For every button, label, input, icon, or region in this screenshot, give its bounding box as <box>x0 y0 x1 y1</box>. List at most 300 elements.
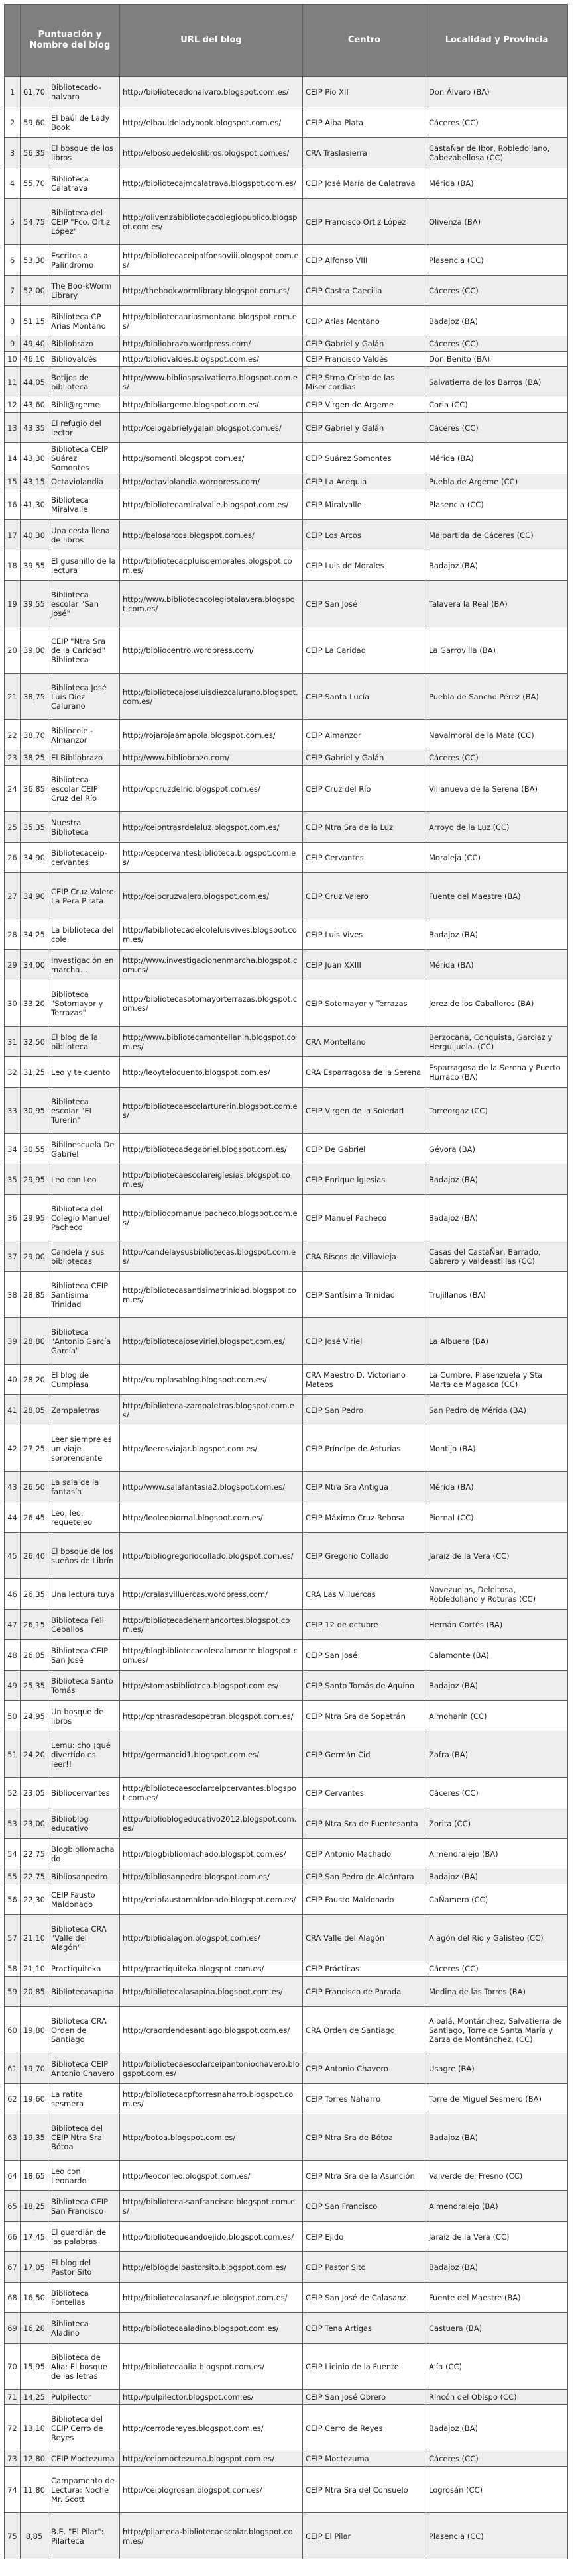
score-cell: 38,75 <box>21 674 48 720</box>
blog-url-link[interactable]: http://elbauldeladybook.blogspot.com.es/ <box>123 117 282 127</box>
blog-url-link[interactable]: http://www.salafantasia2.blogspot.com.es/ <box>123 1482 285 1492</box>
blog-url-link[interactable]: http://ceiplogrosan.blogspot.com.es/ <box>123 2485 262 2495</box>
blog-url-cell <box>120 1318 303 1365</box>
score-cell: 26,35 <box>21 1579 48 1610</box>
blog-url-link[interactable]: http://blogbibliotecacolecalamonte.blogspot.com.es/ <box>123 1645 298 1665</box>
blog-url-link[interactable]: http://bibliotecalasapina.blogspot.com.es/ <box>123 1986 283 1996</box>
blog-url-cell <box>120 1164 303 1195</box>
blog-url-link[interactable]: http://www.bibliospsalvatierra.blogspot.com.es/ <box>123 372 298 391</box>
blog-url-link[interactable]: http://bibliotecaalia.blogspot.com.es/ <box>123 2361 265 2371</box>
blog-name-cell: Biblioteca José Luis Díez Calurano <box>48 674 120 720</box>
score-cell: 27,25 <box>21 1425 48 1472</box>
blog-url-cell <box>120 2313 303 2344</box>
score-cell: 41,30 <box>21 489 48 520</box>
location-cell: Calamonte (BA) <box>426 1640 568 1671</box>
blog-name-cell: Biblioescuela De Gabriel <box>48 1134 120 1164</box>
blog-name-cell: Bibliotecaceip-cervantes <box>48 843 120 873</box>
location-cell: Casas del CastaÑar, Barrado, Cabrero y Valdeastillas (CC) <box>426 1241 568 1272</box>
rank-cell: 17 <box>5 520 21 550</box>
rank-cell: 27 <box>5 873 21 919</box>
rank-cell: 51 <box>5 1731 21 1778</box>
rank-cell: 68 <box>5 2283 21 2313</box>
blog-url-link[interactable]: http://botoa.blogspot.com.es/ <box>123 2132 236 2142</box>
blog-url-link[interactable]: http://cpntrasradesopetran.blogspot.com.es/ <box>123 1711 294 1721</box>
rank-cell: 69 <box>5 2313 21 2344</box>
center-cell: CEIP Ntra Sra de la Asunción <box>303 2161 426 2191</box>
location-cell: Badajoz (BA) <box>426 1671 568 1701</box>
blog-url-cell <box>120 1977 303 2007</box>
score-cell: 23,05 <box>21 1778 48 1808</box>
blog-name-cell: Biblioblog educativo <box>48 1808 120 1839</box>
center-cell: CEIP Arias Montano <box>303 306 426 336</box>
center-cell: CEIP Ntra Sra Antigua <box>303 1472 426 1502</box>
blog-url-link[interactable]: http://bibliotecajmcalatrava.blogspot.com.es/ <box>123 178 296 188</box>
table-row <box>5 812 568 843</box>
location-cell: Coria (CC) <box>426 397 568 413</box>
location-cell: Mérida (BA) <box>426 950 568 980</box>
score-cell: 14,25 <box>21 2390 48 2405</box>
table-row <box>5 2053 568 2084</box>
location-cell: Alía (CC) <box>426 2344 568 2390</box>
blog-url-link[interactable]: http://bibliargeme.blogspot.com.es/ <box>123 400 259 409</box>
blog-url-link[interactable]: http://ceipfaustomaldonado.blogspot.com.es/ <box>123 1894 296 1904</box>
blog-url-link[interactable]: http://www.bibliotecacolegiotalavera.blogspot.com.es/ <box>123 594 295 613</box>
score-cell: 13,10 <box>21 2405 48 2451</box>
blog-url-link[interactable]: http://bibliotecaescolarturerin.blogspot.com.es/ <box>123 1101 298 1120</box>
center-cell: CEIP Suárez Somontes <box>303 443 426 474</box>
location-cell: La Garrovilla (BA) <box>426 627 568 674</box>
location-cell: La Albuera (BA) <box>426 1318 568 1365</box>
table-row <box>5 627 568 674</box>
blog-url-cell <box>120 336 303 352</box>
blog-url-cell <box>120 2191 303 2222</box>
header-location: Localidad y Provincia <box>426 5 568 77</box>
blog-url-cell <box>120 1640 303 1671</box>
blog-url-link[interactable]: http://pilarteca-bibliotecaescolar.blogspot.com.es/ <box>123 2526 293 2546</box>
blog-url-link[interactable]: http://cralasvilluercas.wordpress.com/ <box>123 1589 268 1599</box>
blog-name-cell: El bosque de los libros <box>48 138 120 168</box>
center-cell: CRA Esparragosa de la Serena <box>303 1057 426 1088</box>
center-cell: CEIP José Viriel <box>303 1318 426 1365</box>
blog-url-cell <box>120 1839 303 1869</box>
location-cell: Berzocana, Conquista, Garciaz y Herguijuela. (CC) <box>426 1027 568 1057</box>
score-cell: 22,75 <box>21 1839 48 1869</box>
blog-url-cell <box>120 720 303 750</box>
blog-url-link[interactable]: http://craordendesantiago.blogspot.com.es/ <box>123 2025 290 2035</box>
score-cell: 43,30 <box>21 443 48 474</box>
table-row <box>5 980 568 1027</box>
location-cell: Olivenza (BA) <box>426 199 568 245</box>
center-cell: CEIP Príncipe de Asturias <box>303 1425 426 1472</box>
rank-cell: 74 <box>5 2467 21 2513</box>
blog-name-cell: CEIP Moctezuma <box>48 2451 120 2467</box>
score-cell: 56,35 <box>21 138 48 168</box>
blog-url-link[interactable]: http://stomasbiblioteca.blogspot.com.es/ <box>123 1680 279 1690</box>
blog-url-link[interactable]: http://pulpilector.blogspot.com.es/ <box>123 2393 254 2402</box>
blog-url-cell <box>120 812 303 843</box>
blog-name-cell: Investigación en marcha… <box>48 950 120 980</box>
blog-url-link[interactable]: http://bibliotecadegabriel.blogspot.com.es/ <box>123 1144 287 1154</box>
blog-name-cell: Botijos de biblioteca <box>48 367 120 397</box>
score-cell: 53,30 <box>21 245 48 276</box>
blog-url-cell <box>120 1088 303 1134</box>
blog-name-cell: La ratita sesmera <box>48 2084 120 2114</box>
location-cell: Trujillanos (BA) <box>426 1272 568 1318</box>
blog-url-link[interactable]: http://bibliogregoriocollado.blogspot.com.es/ <box>123 1551 294 1561</box>
table-row <box>5 1533 568 1579</box>
blog-url-cell <box>120 1365 303 1395</box>
blog-url-link[interactable]: http://bibliotecaescolarceipcervantes.blogspot.com.es/ <box>123 1783 297 1802</box>
table-row <box>5 1057 568 1088</box>
blog-url-link[interactable]: http://elbosquedeloslibros.blogspot.com.es/ <box>123 148 290 158</box>
center-cell: CEIP Luis Vives <box>303 919 426 950</box>
center-cell: CRA Las Villuercas <box>303 1579 426 1610</box>
blog-url-link[interactable]: http://somonti.blogspot.com.es/ <box>123 454 245 463</box>
blog-url-cell <box>120 199 303 245</box>
blog-url-link[interactable]: http://bibliotecasotomayorterrazas.blogspot.com.es/ <box>123 994 298 1013</box>
table-row <box>5 168 568 199</box>
blog-name-cell: Bibliovaldés <box>48 352 120 367</box>
rank-cell: 31 <box>5 1027 21 1057</box>
blog-url-link[interactable]: http://bibliotecacpluisdemorales.blogspot.com.es/ <box>123 556 292 575</box>
blog-url-link[interactable]: http://bibliotecasantisimatrinidad.blogspot.com.es/ <box>123 1285 296 1304</box>
location-cell: Plasencia (CC) <box>426 245 568 276</box>
blog-url-cell <box>120 766 303 812</box>
blog-url-link[interactable]: http://www.bibliobrazo.com/ <box>123 753 230 762</box>
blog-url-link[interactable]: http://ceipmoctezuma.blogspot.com.es/ <box>123 2454 274 2463</box>
table-row <box>5 1027 568 1057</box>
center-cell: CEIP Germán Cid <box>303 1731 426 1778</box>
center-cell: CEIP Virgen de la Soledad <box>303 1088 426 1134</box>
blog-url-link[interactable]: http://biblioteca-zampaletras.blogspot.com.es/ <box>123 1400 295 1419</box>
score-cell: 29,95 <box>21 1164 48 1195</box>
score-cell: 28,85 <box>21 1272 48 1318</box>
table-row <box>5 1701 568 1731</box>
location-cell: Torreorgaz (CC) <box>426 1088 568 1134</box>
blog-url-cell <box>120 276 303 306</box>
blog-url-link[interactable]: http://bibliocentro.wordpress.com/ <box>123 645 254 655</box>
blog-url-cell <box>120 2084 303 2114</box>
blog-name-cell: Biblioteca Calatrava <box>48 168 120 199</box>
header-center: Centro <box>303 5 426 77</box>
blog-url-link[interactable]: http://bibliotecajoseluisdiezcalurano.blogspot.com.es/ <box>123 687 298 706</box>
center-cell: CEIP San José Obrero <box>303 2390 426 2405</box>
blog-url-link[interactable]: http://biblioblogeducativo2012.blogspot.com.es/ <box>123 1814 297 1833</box>
score-cell: 40,30 <box>21 520 48 550</box>
blog-url-cell <box>120 1671 303 1701</box>
score-cell: 21,10 <box>21 1961 48 1977</box>
location-cell: Cáceres (CC) <box>426 336 568 352</box>
rank-cell: 54 <box>5 1839 21 1869</box>
blog-url-link[interactable]: http://bibliotecacpftorresnaharro.blogspot.com.es/ <box>123 2089 294 2108</box>
blog-url-link[interactable]: http://www.investigacionenmarcha.blogspot.com.es/ <box>123 955 298 974</box>
center-cell: CEIP Virgen de Argeme <box>303 397 426 413</box>
blog-url-link[interactable]: http://ceipntrasrdelaluz.blogspot.com.es/ <box>123 822 280 832</box>
header-rank <box>5 5 21 77</box>
center-cell: CEIP Gabriel y Galán <box>303 336 426 352</box>
center-cell: CEIP Stmo Cristo de las Misericordias <box>303 367 426 397</box>
center-cell: CEIP Fausto Maldonado <box>303 1884 426 1915</box>
blog-url-cell <box>120 1502 303 1533</box>
table-row <box>5 2222 568 2252</box>
location-cell: Salvatierra de los Barros (BA) <box>426 367 568 397</box>
blog-url-cell <box>120 2467 303 2513</box>
rank-cell: 11 <box>5 367 21 397</box>
rank-cell: 52 <box>5 1778 21 1808</box>
blog-url-link[interactable]: http://bibliotequeandoejido.blogspot.com.es/ <box>123 2232 294 2241</box>
center-cell: CEIP Los Arcos <box>303 520 426 550</box>
blog-url-cell <box>120 1533 303 1579</box>
score-cell: 36,85 <box>21 766 48 812</box>
blog-url-link[interactable]: http://bibliotecadonalvaro.blogspot.com.es/ <box>123 87 289 97</box>
table-row <box>5 336 568 352</box>
rank-cell: 61 <box>5 2053 21 2084</box>
table-row <box>5 1472 568 1502</box>
blog-url-link[interactable]: http://bibliobrazo.wordpress.com/ <box>123 339 251 348</box>
center-cell: CEIP Cruz del Río <box>303 766 426 812</box>
table-row <box>5 367 568 397</box>
table-row <box>5 1640 568 1671</box>
blog-url-link[interactable]: http://bibliotecamiralvalle.blogspot.com.es/ <box>123 499 289 509</box>
blog-url-cell <box>120 581 303 627</box>
center-cell: CEIP Cervantes <box>303 843 426 873</box>
rank-cell: 18 <box>5 550 21 581</box>
blog-url-link[interactable]: http://ceipcruzvalero.blogspot.com.es/ <box>123 891 270 901</box>
center-cell: CEIP Cerro de Reyes <box>303 2405 426 2451</box>
blog-url-link[interactable]: http://biblioteca-sanfrancisco.blogspot.com.es/ <box>123 2196 295 2216</box>
table-row <box>5 306 568 336</box>
blog-url-link[interactable]: http://bibliotecajoseviriel.blogspot.com.es/ <box>123 1336 286 1346</box>
blog-url-link[interactable]: http://cepcervantesbiblioteca.blogspot.com.es/ <box>123 848 296 867</box>
blog-url-link[interactable]: http://labibliotecadelcoleluisvives.blogspot.com.es/ <box>123 925 297 944</box>
center-cell: CEIP Ntra Sra de Bótoa <box>303 2114 426 2161</box>
blog-url-link[interactable]: http://cpcruzdelrio.blogspot.com.es/ <box>123 784 260 794</box>
blog-name-cell: Blogbibliomachado <box>48 1839 120 1869</box>
blog-url-link[interactable]: http://leeresviajar.blogspot.com.es/ <box>123 1443 258 1453</box>
blog-url-cell <box>120 2283 303 2313</box>
blog-name-cell: Biblioteca CEIP Antonio Chavero <box>48 2053 120 2084</box>
rank-cell: 32 <box>5 1057 21 1088</box>
table-row <box>5 1671 568 1701</box>
center-cell: CEIP Gabriel y Galán <box>303 413 426 443</box>
blog-url-cell <box>120 750 303 766</box>
blog-name-cell: Biblioteca CEIP Santísima Trinidad <box>48 1272 120 1318</box>
table-row <box>5 2007 568 2053</box>
blog-url-link[interactable]: http://leoytelocuento.blogspot.com.es/ <box>123 1067 270 1077</box>
score-cell: 18,65 <box>21 2161 48 2191</box>
blog-name-cell: Biblioteca CRA "Valle del Alagón" <box>48 1915 120 1961</box>
blog-name-cell: Biblioteca Santo Tomás <box>48 1671 120 1701</box>
blog-url-cell <box>120 2405 303 2451</box>
blog-url-link[interactable]: http://cerrodereyes.blogspot.com.es/ <box>123 2423 264 2433</box>
score-cell: 34,25 <box>21 919 48 950</box>
blog-url-link[interactable]: http://bibliotecaceipalfonsoviii.blogspot.com.es/ <box>123 250 299 270</box>
score-cell: 15,95 <box>21 2344 48 2390</box>
score-cell: 22,30 <box>21 1884 48 1915</box>
table-row <box>5 750 568 766</box>
blog-url-link[interactable]: http://bibliovaldes.blogspot.com.es/ <box>123 354 260 364</box>
blog-url-cell <box>120 950 303 980</box>
blog-url-cell <box>120 2222 303 2252</box>
table-row <box>5 352 568 367</box>
blog-url-cell <box>120 1241 303 1272</box>
blog-name-cell: Bibliocole - Almanzor <box>48 720 120 750</box>
location-cell: Puebla de Argeme (CC) <box>426 474 568 489</box>
center-cell: CEIP José María de Calatrava <box>303 168 426 199</box>
blog-url-link[interactable]: http://belosarcos.blogspot.com.es/ <box>123 530 255 540</box>
blog-url-link[interactable]: http://bibliotecadehernancortes.blogspot.com.es/ <box>123 1615 290 1634</box>
location-cell: Navalmoral de la Mata (CC) <box>426 720 568 750</box>
blog-url-link[interactable]: http://practiquiteka.blogspot.com.es/ <box>123 1964 264 1973</box>
blog-name-cell: Biblioteca escolar "El Turerín" <box>48 1088 120 1134</box>
table-row <box>5 489 568 520</box>
table-row <box>5 2451 568 2467</box>
rank-cell: 15 <box>5 474 21 489</box>
rank-cell: 16 <box>5 489 21 520</box>
blog-name-cell: Practiquiteka <box>48 1961 120 1977</box>
table-row <box>5 873 568 919</box>
rank-cell: 75 <box>5 2513 21 2559</box>
blog-url-link[interactable]: http://leoconleo.blogspot.com.es/ <box>123 2171 251 2181</box>
blog-name-cell: Biblioteca de Alía: El bosque de las letras <box>48 2344 120 2390</box>
score-cell: 19,80 <box>21 2007 48 2053</box>
blog-url-cell <box>120 1869 303 1884</box>
rank-cell: 62 <box>5 2084 21 2114</box>
blog-name-cell: El refugio del lector <box>48 413 120 443</box>
location-cell: Cáceres (CC) <box>426 1961 568 1977</box>
table-row <box>5 276 568 306</box>
center-cell: CEIP La Caridad <box>303 627 426 674</box>
table-row <box>5 1272 568 1318</box>
center-cell: CEIP Santa Lucía <box>303 674 426 720</box>
rank-cell: 26 <box>5 843 21 873</box>
rank-cell: 13 <box>5 413 21 443</box>
score-cell: 34,90 <box>21 873 48 919</box>
blog-url-link[interactable]: http://bibliotecaescolarceipantoniochavero.blogspot.com.es/ <box>123 2059 300 2078</box>
rank-cell: 47 <box>5 1610 21 1640</box>
blog-url-link[interactable]: http://olivenzabibliotecacolegiopublico.blogspot.com.es/ <box>123 212 298 231</box>
location-cell: Villanueva de la Serena (BA) <box>426 766 568 812</box>
rank-cell: 14 <box>5 443 21 474</box>
location-cell: Albalá, Montánchez, Salvatierra de Santiago, Torre de Santa María y Zarza de Montánchez. (CC) <box>426 2007 568 2053</box>
center-cell: CEIP 12 de octubre <box>303 1610 426 1640</box>
table-row <box>5 1778 568 1808</box>
location-cell: Talavera la Real (BA) <box>426 581 568 627</box>
score-cell: 28,05 <box>21 1395 48 1425</box>
blog-name-cell: La sala de la fantasía <box>48 1472 120 1502</box>
score-cell: 61,70 <box>21 77 48 107</box>
blog-name-cell: Biblioteca Aladino <box>48 2313 120 2344</box>
rank-cell: 24 <box>5 766 21 812</box>
blog-name-cell: Biblioteca Miralvalle <box>48 489 120 520</box>
blog-url-link[interactable]: http://germancid1.blogspot.com.es/ <box>123 1749 259 1759</box>
score-cell: 52,00 <box>21 276 48 306</box>
blog-name-cell: Bibliotecado-nalvaro <box>48 77 120 107</box>
rank-cell: 65 <box>5 2191 21 2222</box>
table-row <box>5 443 568 474</box>
blog-url-link[interactable]: http://octaviolandia.wordpress.com/ <box>123 477 260 486</box>
blog-url-link[interactable]: http://candelaysusbibliotecas.blogspot.com.es/ <box>123 1247 296 1266</box>
blog-name-cell: Leer siempre es un viaje sorprendente <box>48 1425 120 1472</box>
blog-url-link[interactable]: http://elblogdelpastorsito.blogspot.com.es/ <box>123 2262 287 2272</box>
score-cell: 46,10 <box>21 352 48 367</box>
rank-cell: 21 <box>5 674 21 720</box>
table-row <box>5 950 568 980</box>
blog-url-link[interactable]: http://cumplasablog.blogspot.com.es/ <box>123 1374 267 1384</box>
rank-cell: 20 <box>5 627 21 674</box>
location-cell: Plasencia (CC) <box>426 489 568 520</box>
blog-url-link[interactable]: http://www.bibliotecamontellanin.blogspot.com.es/ <box>123 1032 296 1051</box>
blog-url-link[interactable]: http://bibliotecaescolareiglesias.blogspot.com.es/ <box>123 1170 290 1189</box>
center-cell: CEIP Almanzor <box>303 720 426 750</box>
rank-cell: 2 <box>5 107 21 138</box>
blog-name-cell: Bibliosanpedro <box>48 1869 120 1884</box>
blog-url-cell <box>120 1195 303 1241</box>
blog-url-cell <box>120 1472 303 1502</box>
table-row <box>5 1884 568 1915</box>
rank-cell: 50 <box>5 1701 21 1731</box>
blog-url-link[interactable]: http://bibliocpmanuelpacheco.blogspot.com.es/ <box>123 1208 298 1227</box>
rank-cell: 49 <box>5 1671 21 1701</box>
location-cell: Cáceres (CC) <box>426 750 568 766</box>
blog-name-cell: Leo, leo, requeteleo <box>48 1502 120 1533</box>
table-row <box>5 474 568 489</box>
location-cell: Mérida (BA) <box>426 443 568 474</box>
rank-cell: 25 <box>5 812 21 843</box>
location-cell: Almoharín (CC) <box>426 1701 568 1731</box>
blog-url-link[interactable]: http://biblioalagon.blogspot.com.es/ <box>123 1933 260 1943</box>
blog-url-link[interactable]: http://bibliotecalasanzfue.blogspot.com.es/ <box>123 2293 288 2302</box>
score-cell: 32,50 <box>21 1027 48 1057</box>
blog-name-cell: Lemu: cho ¡qué divertido es leer!! <box>48 1731 120 1778</box>
blog-url-cell <box>120 550 303 581</box>
score-cell: 26,50 <box>21 1472 48 1502</box>
blog-url-link[interactable]: http://bibliotecaaladino.blogspot.com.es/ <box>123 2323 279 2333</box>
blog-url-link[interactable]: http://bibliotecaariasmontano.blogspot.com.es/ <box>123 311 297 331</box>
location-cell: Torre de Miguel Sesmero (BA) <box>426 2084 568 2114</box>
blog-url-link[interactable]: http://rojarojaamapola.blogspot.com.es/ <box>123 730 276 740</box>
blog-url-link[interactable]: http://thebookwormlibrary.blogspot.com.es/ <box>123 285 290 295</box>
blog-url-cell <box>120 306 303 336</box>
blog-url-cell <box>120 168 303 199</box>
location-cell: San Pedro de Mérida (BA) <box>426 1395 568 1425</box>
center-cell: CEIP Cruz Valero <box>303 873 426 919</box>
table-row <box>5 674 568 720</box>
center-cell: CEIP Máximo Cruz Rebosa <box>303 1502 426 1533</box>
table-row <box>5 2252 568 2283</box>
table-row <box>5 2114 568 2161</box>
blog-url-cell <box>120 138 303 168</box>
blog-url-link[interactable]: http://leoleopiornal.blogspot.com.es/ <box>123 1512 263 1522</box>
blog-url-cell <box>120 1425 303 1472</box>
score-cell: 30,95 <box>21 1088 48 1134</box>
center-cell: CRA Valle del Alagón <box>303 1915 426 1961</box>
blog-url-link[interactable]: http://bibliosanpedro.blogspot.com.es/ <box>123 1872 270 1881</box>
blog-url-cell <box>120 2451 303 2467</box>
blog-url-link[interactable]: http://blogbibliomachado.blogspot.com.es/ <box>123 1849 286 1859</box>
score-cell: 31,25 <box>21 1057 48 1088</box>
blog-url-cell <box>120 2252 303 2283</box>
blog-url-cell <box>120 489 303 520</box>
header-score-name: Puntuación y Nombre del blog <box>21 5 120 77</box>
score-cell: 24,20 <box>21 1731 48 1778</box>
rank-cell: 66 <box>5 2222 21 2252</box>
score-cell: 30,55 <box>21 1134 48 1164</box>
center-cell: CEIP San Pedro <box>303 1395 426 1425</box>
blog-name-cell: Bibliobrazo <box>48 336 120 352</box>
blog-url-link[interactable]: http://ceipgabrielygalan.blogspot.com.es/ <box>123 423 282 433</box>
rank-cell: 58 <box>5 1961 21 1977</box>
